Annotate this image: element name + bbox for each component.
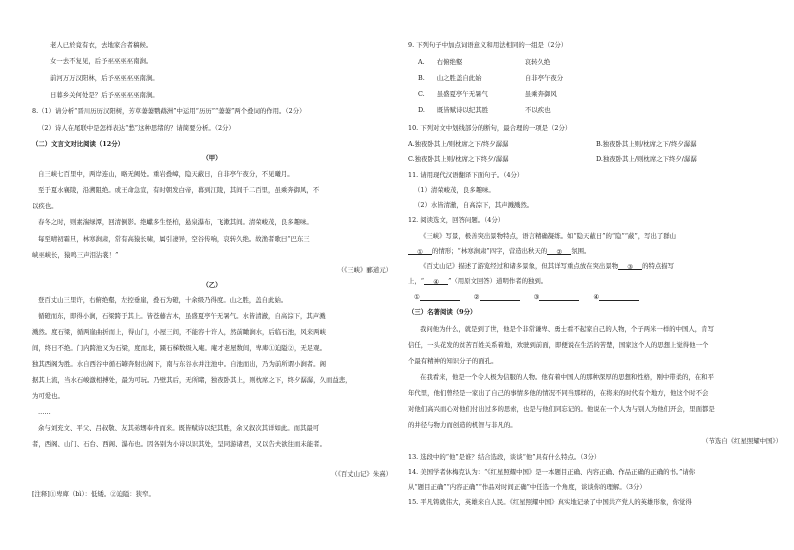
question-8b: （2）诗人在尾联中是怎样表达“愁”这种思绪的？请简要分析。（2分） bbox=[38, 124, 235, 132]
passage-yi-line: 为可爱也。 bbox=[32, 392, 64, 400]
passage-yi-line: 据其上流，当水石峻激相搏处，最为可玩。乃壁其后，无所睹，独夜卧其上，则枕席之下，终夕潺潺，久而益悲， bbox=[32, 376, 352, 384]
famous-line: 年代里，他们曾经是一家出了自己的事情多他的情况不同当那样的，在将来的时代有个地方，他这个时不会 bbox=[408, 389, 709, 397]
passage-yi-line: 者，西阁、山门、石台、西阁、瀑布也。因各别为小诗以识其处，呈同游诸君，又以告夫欲往而未能者。 bbox=[32, 440, 326, 448]
option-right: 虽乘奔御风 bbox=[524, 90, 557, 98]
question-14a: 14. 美国学者休梅克认为：“《红星照耀中国》是一本题目正确、内容正确、作品正确的正确的书。”请你 bbox=[408, 468, 696, 476]
option-label: D. bbox=[418, 106, 425, 114]
option-right: 不以疾也 bbox=[525, 106, 551, 114]
passage-yi-line: 登百丈山三里许，右俯绝壑，左控垂崖，叠石为磴，十余级乃得度。山之胜，盖自此始。 bbox=[38, 296, 288, 304]
blank-3[interactable]: ③ bbox=[618, 263, 642, 270]
annotation-note: [注释]①卑庳（bì）：低矮。②迫隘：狭窄。 bbox=[32, 490, 155, 498]
passage-yi-line: 溅然。度石梁，循两崖曲折而上，得山门，小屋三间，不能容十许人，然前瞰涧水，后临石池，风来两峡 bbox=[32, 328, 326, 336]
famous-line: 个最有精神的知识分子的面孔。 bbox=[408, 357, 498, 365]
q10-option-c: C.独夜卧其上则/枕席之下终夕/潺潺 bbox=[408, 155, 509, 163]
q9-option-c bbox=[418, 90, 557, 98]
passage-jia-line: 至于夏水襄陵，沿溯阻绝。或王命急宣，有时朝发白帝，暮到江陵，其间千二百里，虽乘奔御风，不 bbox=[38, 186, 320, 194]
answer-line-4[interactable] bbox=[599, 294, 639, 301]
question-11-2: （2）水皆清澈，自高淙下，其声溅溅然。 bbox=[414, 201, 534, 209]
famous-source: （节选自《红星照耀中国》） bbox=[702, 437, 782, 445]
option-left: 既皆赋诗以纪其胜 bbox=[436, 106, 489, 114]
option-left: 右俯绝壑 bbox=[436, 58, 463, 66]
passage-jia-line: 春冬之时，则素湍绿潭，回清倒影。绝巘多生怪柏，悬泉瀑布，飞漱其间。清荣峻茂，良多趣味。 bbox=[38, 218, 313, 226]
question-14b: 从“题目正确”“内容正确”“作品对时间正确”中任选一个角度，谈谈你的理解。（3分） bbox=[408, 483, 646, 491]
famous-line: 信任，一头花发的贫苦百姓关系着地，欢驶到前面，即便说在生活的苦楚，国家这个人的思想上觉得他一个 bbox=[408, 341, 709, 349]
section-title-famous: （三）名著阅读（9分） bbox=[408, 308, 477, 316]
passage-yi-line: 循磴而东，即得小涧，石梁跨于其上。皆苍藤古木，虽盛夏亭午无暑气。水皆清澈，自高淙下，其声溅 bbox=[38, 312, 326, 320]
passage-jia-line: 以疾也。 bbox=[32, 202, 58, 210]
question-15: 15. 平凡铸就伟大，英雄来自人民。《红星照耀中国》真实地记录了中国共产党人的英雄形象，你觉得 bbox=[408, 498, 692, 506]
option-left: 山之胜盖自此始 bbox=[436, 74, 482, 82]
option-label: B. bbox=[418, 74, 425, 82]
answer-line-2[interactable] bbox=[480, 294, 520, 301]
answer-line-1[interactable] bbox=[420, 294, 460, 301]
passage-yi-title: （乙） bbox=[202, 281, 222, 289]
poem-line: 前河万万汉阳林，后予巫巫巫巫南涧。 bbox=[50, 74, 159, 82]
question-12-para3: 《百丈山记》描述了游览经过和诸多景象，但其详写重点放在突出景物 ③ 的特点描写 bbox=[420, 262, 675, 271]
passage-jia-line: 每至晴初霜旦，林寒涧肃，常有高猿长啸，属引凄异，空谷传响，哀转久绝。故渔者歌曰“巴东三 bbox=[38, 235, 310, 243]
question-12: 12. 阅读选文，回答问题。（4分） bbox=[408, 216, 505, 224]
blank-2[interactable]: ② bbox=[547, 248, 571, 255]
question-10: 10. 下列对文中划线部分的断句，最合理的一项是（2分） bbox=[408, 124, 572, 132]
question-12-para1: 《三峡》写景，极善突出景物特点，语言精确凝练。如“隐天蔽日”的“隐”“蔽”，写出了群山 bbox=[420, 232, 677, 240]
famous-line: 对他们高兴而心对他们付出过多的思索，也是与他们同忘记的。他说在一个人为与别人为他们开会，里面都是 bbox=[408, 405, 715, 413]
blank-1[interactable]: ① bbox=[408, 248, 432, 255]
poem-line: 老人已於竟有衣，去地家合者稿候。 bbox=[50, 41, 153, 49]
famous-line: 在我看来，他是一个令人极为信服的人物。他有着中国人的那种深厚的思想和性格，刚中带柔的，在和平 bbox=[420, 373, 714, 381]
option-label: C. bbox=[418, 90, 425, 98]
question-9: 9. 下列句子中加点词语意义和用法相同的一组是（2分） bbox=[408, 41, 568, 49]
passage-yi-line: 间，终日不绝。门内跨池又为石梁，度而北，蹑石梯数级入庵。庵才老屋数间，卑庳①迫隘②，无足观。 bbox=[32, 344, 326, 352]
option-right: 自非亭午夜分 bbox=[524, 74, 564, 82]
blank-4[interactable]: ④ bbox=[424, 278, 448, 285]
option-label: A. bbox=[418, 58, 425, 66]
option-left: 虽盛夏亭午无暑气 bbox=[436, 90, 488, 98]
question-11-1: （1）清荣峻茂，良多趣味。 bbox=[414, 186, 495, 194]
passage-yi-source: （《百丈山记》朱熹） bbox=[331, 470, 392, 478]
question-11: 11. 请用现代汉语翻译下面句子。（4分） bbox=[408, 171, 524, 179]
question-13: 13. 选段中的“他”是谁？结合选段，谈谈“他”具有什么特点。（3分） bbox=[408, 453, 601, 461]
poem-line: 日暮乡关何处是？后予巫巫巫巫南涧。 bbox=[50, 91, 159, 99]
question-12-para4: 上，“ ④ ”（用原文回答）道明作者的独到。 bbox=[408, 277, 548, 286]
section-title-classical: （二）文言文对比阅读（12分） bbox=[32, 140, 124, 148]
passage-jia-title: （甲） bbox=[202, 154, 222, 162]
famous-line: 的井径与物力而创造的机智与非凡的。 bbox=[408, 421, 517, 429]
answer-blanks-row: ① ② ③ ④ bbox=[414, 293, 788, 301]
poem-line: 女一去不复见，后予巫巫巫巫南涧。 bbox=[50, 57, 153, 65]
famous-line: 我问他为什么，就是到了世，他是个非常谦卑、勇士看不起家自己的人物，个子两米一样的中国人，肯写 bbox=[420, 325, 714, 333]
passage-yi-line: 独其西阁为胜。水自西谷中循石罅奔射出阁下，南与东谷水并注池中。自池而出，乃为前所谓小涧者。阁 bbox=[32, 360, 326, 368]
q10-option-b: B.独夜卧其上则/枕席之下/终夕潺潺 bbox=[596, 140, 697, 148]
q10-option-a: A.独夜卧其上/则枕席之下/终夕潺潺 bbox=[408, 140, 509, 148]
question-12-para2: ① 的情形；“林寒涧肃”四字，营造出秋天的 ② 氛围。 bbox=[408, 247, 782, 255]
passage-jia-line: 自三峡七百里中，两岸连山，略无阙处。重岩叠嶂，隐天蔽日，自非亭午夜分，不见曦月。 bbox=[38, 170, 294, 178]
answer-line-3[interactable] bbox=[539, 294, 579, 301]
option-right: 哀转久绝 bbox=[524, 58, 551, 66]
q9-option-b bbox=[418, 74, 563, 82]
passage-jia-line: 峡巫峡长，猿鸣三声泪沾裳！” bbox=[32, 251, 119, 259]
passage-jia-source: （《三峡》郦道元） bbox=[337, 266, 392, 274]
q9-option-a bbox=[418, 58, 550, 66]
q10-option-d: D.独夜卧其上/则枕席之下终夕/潺潺 bbox=[596, 155, 697, 163]
q9-option-d bbox=[418, 106, 551, 114]
ellipsis: …… bbox=[38, 408, 51, 416]
question-8a: 8.（1）请分析“晋川历历汉阳树，芳草萋萋鹦鹉洲”中运用“历历”“萋萋”两个叠词的作用。（2分） bbox=[32, 107, 306, 115]
passage-yi-line: 余与刘充文、平父、吕叔敬、友其弟甥奉舟而来。既皆赋诗以纪其胜，余又叙次其详如此。而其最可 bbox=[38, 424, 320, 432]
